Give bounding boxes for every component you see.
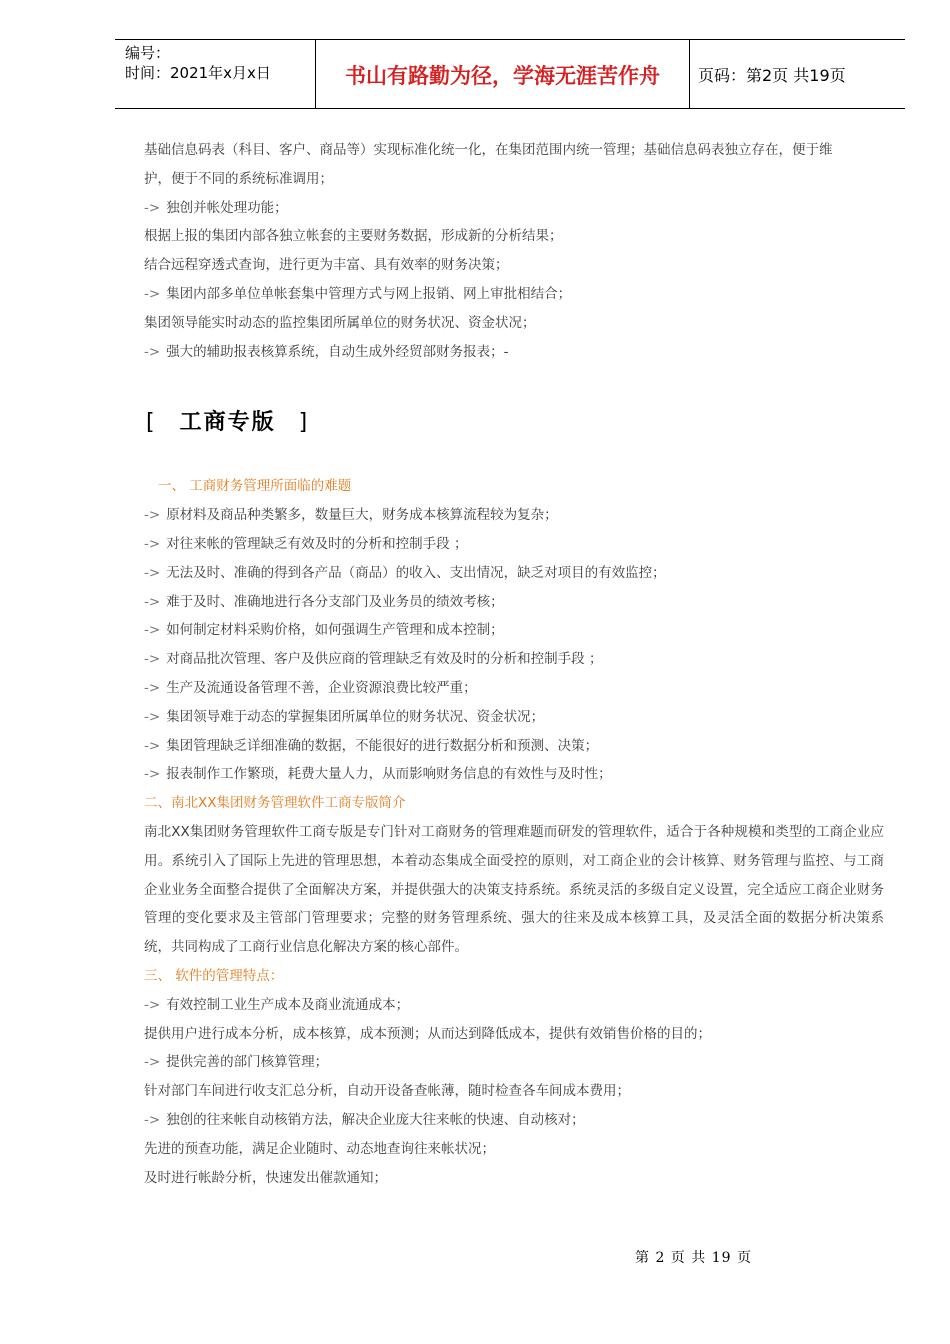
list-item-text: 独创并帐处理功能； bbox=[166, 199, 288, 216]
list-item-text: 原材料及商品种类繁多，数量巨大，财务成本核算流程较为复杂； bbox=[166, 507, 558, 524]
arrow-icon: -> bbox=[144, 564, 161, 581]
list-item bbox=[144, 645, 884, 674]
list-item-text: 及时进行帐龄分析，快速发出催款通知； bbox=[144, 1169, 387, 1186]
list-item-text: 无法及时、准确的得到各产品（商品）的收入、支出情况，缺乏对项目的有效监控； bbox=[166, 564, 666, 581]
list-item bbox=[144, 136, 884, 165]
page-header bbox=[115, 39, 905, 109]
section3-heading: 三、 软件的管理特点： bbox=[144, 967, 284, 984]
list-item bbox=[144, 559, 884, 588]
list-item-text: 护，便于不同的系统标准调用； bbox=[144, 170, 333, 187]
list-item bbox=[144, 616, 884, 645]
list-item-text: 对往来帐的管理缺乏有效及时的分析和控制手段 ； bbox=[166, 535, 468, 552]
list-item bbox=[144, 222, 884, 251]
arrow-icon: -> bbox=[144, 679, 161, 696]
document-body bbox=[144, 136, 884, 1192]
arrow-icon: -> bbox=[144, 199, 161, 216]
list-item-text: 如何制定材料采购价格，如何强调生产管理和成本控制； bbox=[166, 622, 504, 639]
section2-heading: 二、南北XX集团财务管理软件工商专版简介 bbox=[144, 795, 406, 812]
arrow-icon: -> bbox=[144, 996, 161, 1013]
arrow-icon: -> bbox=[144, 1054, 161, 1071]
arrow-icon: -> bbox=[144, 766, 161, 783]
arrow-icon: -> bbox=[144, 737, 161, 754]
page-footer: 第 2 页 共 19 页 bbox=[635, 1250, 752, 1266]
document-time-label: 时间：2021年x月x日 bbox=[125, 64, 271, 82]
list-item-text: 难于及时、准确地进行各分支部门及业务员的绩效考核； bbox=[166, 593, 504, 610]
list-item bbox=[144, 530, 884, 559]
list-item-text: 先进的预查功能，满足企业随时、动态地查询往来帐状况； bbox=[144, 1140, 495, 1157]
title-text: 工商专版 bbox=[179, 410, 276, 436]
list-item-text: 集团领导难于动态的掌握集团所属单位的财务状况、资金状况； bbox=[166, 708, 545, 725]
intro-section bbox=[144, 136, 884, 366]
list-item bbox=[144, 1135, 884, 1164]
list-item bbox=[144, 732, 884, 761]
header-motto: 书山有路勤为径，学海无涯苦作舟 bbox=[345, 63, 660, 88]
list-item-text: 独创的往来帐自动核销方法，解决企业庞大往来帐的快速、自动核对； bbox=[166, 1111, 585, 1128]
arrow-icon: -> bbox=[144, 535, 161, 552]
list-item bbox=[144, 280, 884, 309]
header-meta bbox=[125, 43, 271, 83]
arrow-icon: -> bbox=[144, 285, 161, 302]
list-item bbox=[144, 588, 884, 617]
list-item bbox=[144, 194, 884, 223]
list-item bbox=[144, 1020, 884, 1049]
list-item-text: 集团管理缺乏详细准确的数据，不能很好的进行数据分析和预测、决策； bbox=[166, 737, 599, 754]
list-item-text: 生产及流通设备管理不善，企业资源浪费比较严重； bbox=[166, 679, 477, 696]
arrow-icon: -> bbox=[144, 651, 161, 668]
list-item bbox=[144, 251, 884, 280]
title-close-bracket: ] bbox=[298, 410, 310, 436]
list-item bbox=[144, 1077, 884, 1106]
section1-list bbox=[144, 501, 884, 789]
list-item bbox=[144, 674, 884, 703]
section1-heading: 一、 工商财务管理所面临的难题 bbox=[158, 478, 352, 495]
list-item-text: 有效控制工业生产成本及商业流通成本； bbox=[166, 996, 410, 1013]
list-item bbox=[144, 703, 884, 732]
title-open-bracket: [ bbox=[146, 410, 157, 436]
arrow-icon: -> bbox=[144, 593, 161, 610]
list-item-text: 对商品批次管理、客户及供应商的管理缺乏有效及时的分析和控制手段 ； bbox=[166, 651, 603, 668]
arrow-icon: -> bbox=[144, 1111, 161, 1128]
list-item-text: 基础信息码表（科目、客户、商品等）实现标准化统一化，在集团范围内统一管理；基础信息码表独立存在，便于维 bbox=[144, 142, 833, 158]
section2-paragraph: 南北XX集团财务管理软件工商专版是专门针对工商财务的管理难题而研发的管理软件，适合于各种规模和类型的工商企业应用。系统引入了国际上先进的管理思想，本着动态集成全面受控的原则，对工商企业的会计核算、财务管理与监控、与工商企业业务全面整合提供了全面解决方案，并提供强大的决策支持系统。系统灵活的多级自定义设置，完全适应工商企业财务管理的变化要求及主管部门管理要求；完整的财务管理系统、强大的往来及成本核算工具，及灵活全面的数据分析决策系统，共同构成了工商行业信息化解决方案的核心部件。 bbox=[144, 823, 884, 956]
arrow-icon: -> bbox=[144, 622, 161, 639]
header-divider bbox=[689, 40, 690, 108]
list-item-text: 强大的辅助报表核算系统，自动生成外经贸部财务报表；- bbox=[166, 343, 509, 360]
list-item bbox=[144, 1106, 884, 1135]
list-item bbox=[144, 991, 884, 1020]
header-page-info: 页码：第2页 共19页 bbox=[698, 66, 846, 85]
list-item-text: 根据上报的集团内部各独立帐套的主要财务数据，形成新的分析结果； bbox=[144, 228, 563, 245]
list-item bbox=[144, 338, 884, 367]
arrow-icon: -> bbox=[144, 708, 161, 725]
list-item-text: 结合远程穿透式查询，进行更为丰富、具有效率的财务决策； bbox=[144, 257, 509, 274]
list-item bbox=[144, 501, 884, 530]
list-item-text: 提供完善的部门核算管理； bbox=[166, 1054, 329, 1071]
document-number-label: 编号： bbox=[125, 44, 171, 62]
arrow-icon: -> bbox=[144, 507, 161, 524]
section3-list bbox=[144, 991, 884, 1193]
section-title bbox=[146, 408, 884, 438]
list-item bbox=[144, 1164, 884, 1193]
list-item bbox=[144, 760, 884, 789]
list-item bbox=[144, 165, 884, 194]
list-item-text: 集团领导能实时动态的监控集团所属单位的财务状况、资金状况； bbox=[144, 314, 536, 331]
list-item bbox=[144, 309, 884, 338]
list-item-text: 集团内部多单位单帐套集中管理方式与网上报销、网上审批相结合； bbox=[166, 285, 572, 302]
list-item-text: 提供用户进行成本分析，成本核算，成本预测；从而达到降低成本，提供有效销售价格的目的； bbox=[144, 1025, 711, 1042]
list-item bbox=[144, 1048, 884, 1077]
list-item-text: 针对部门车间进行收支汇总分析，自动开设备查帐薄，随时检查各车间成本费用； bbox=[144, 1083, 630, 1100]
list-item-text: 报表制作工作繁琐，耗费大量人力，从而影响财务信息的有效性与及时性； bbox=[166, 766, 612, 783]
arrow-icon: -> bbox=[144, 343, 161, 360]
